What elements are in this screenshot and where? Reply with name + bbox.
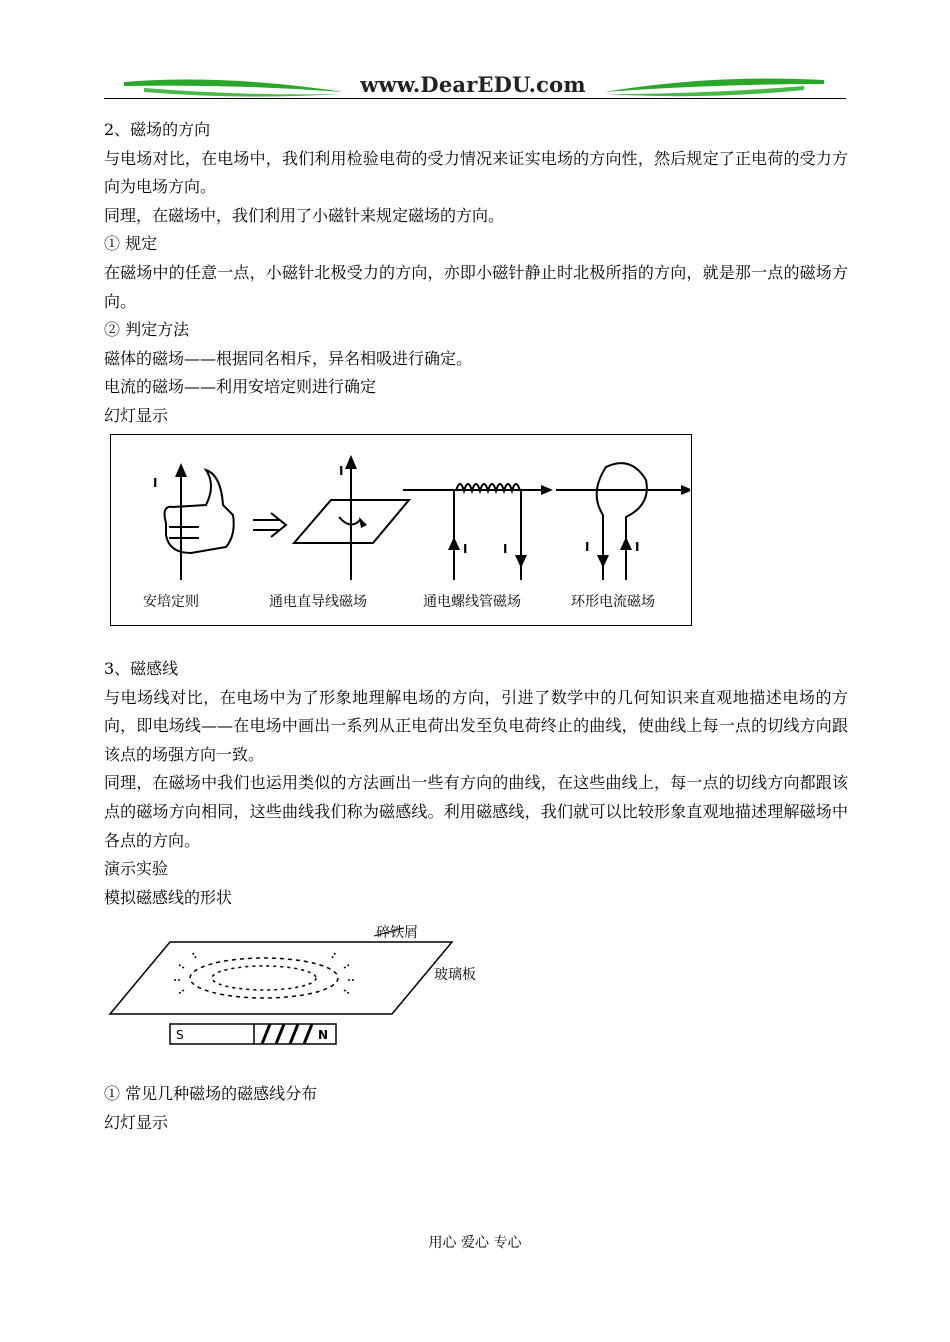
arrow-head-icon — [359, 517, 367, 528]
arrow-down-icon — [515, 555, 527, 568]
arrow-up-icon — [345, 455, 357, 469]
footer-text: 用心 爱心 专心 — [428, 1235, 522, 1251]
header-rule — [104, 98, 846, 99]
implies-arrow — [253, 513, 286, 537]
current-label: I — [463, 542, 468, 556]
arrow-right-icon — [541, 485, 553, 495]
current-label: I — [635, 540, 640, 554]
arrow-up-icon — [175, 463, 187, 477]
figure-iron-filings — [104, 918, 504, 1048]
paragraph: 磁体的磁场——根据同名相斥，异名相吸进行确定。 — [104, 348, 473, 368]
current-label: I — [339, 464, 344, 478]
filings-inner-ring — [212, 966, 316, 990]
caption-ampere-rule: 安培定则 — [143, 594, 199, 610]
section-common-fields — [104, 1080, 848, 1137]
label-filings: 碎铁屑 — [376, 925, 418, 941]
glass-plate — [110, 942, 452, 1014]
paragraph: 同理，在磁场中，我们利用了小磁针来规定磁场的方向。 — [104, 205, 505, 225]
demo-subtitle: 模拟磁感线的形状 — [104, 887, 233, 907]
paragraph: 电流的磁场——利用安培定则进行确定 — [104, 377, 377, 397]
paragraph: 与电场线对比，在电场中为了形象地理解电场的方向，引进了数学中的几何知识来直观地描述电场的方向，即电场线——在电场中画出一系列从正电荷出发至负电荷终止的曲线，使曲线上每一点的切线方向跟该点的场强方向一致。 — [104, 687, 848, 764]
section-title: 3、磁感线 — [104, 659, 179, 678]
section-field-lines — [104, 655, 848, 912]
demo-label: 演示实验 — [104, 859, 169, 879]
arrow-up-icon — [620, 537, 632, 550]
arrow-up-icon — [448, 537, 460, 550]
caption-straight-wire: 通电直导线磁场 — [269, 594, 367, 610]
slide-label: 幻灯显示 — [104, 405, 169, 425]
section-magnetic-direction — [104, 116, 848, 431]
section-title: 2、磁场的方向 — [104, 120, 211, 139]
current-label: I — [585, 540, 590, 554]
arrow-down-icon — [597, 555, 609, 568]
current-label: I — [153, 476, 158, 490]
site-logo: www.DearEDU.com — [360, 72, 586, 97]
slide-label: 幻灯显示 — [104, 1112, 169, 1132]
current-label: I — [503, 542, 508, 556]
caption-solenoid: 通电螺线管磁场 — [423, 594, 521, 610]
arrow-right-icon — [681, 485, 690, 495]
pole-s-label: S — [176, 1028, 184, 1042]
caption-loop: 环形电流磁场 — [571, 594, 655, 610]
paragraph: 在磁场中的任意一点，小磁针北极受力的方向，亦即小磁针静止时北极所指的方向，就是那一点的磁场方向。 — [104, 262, 848, 311]
label-glass: 玻璃板 — [434, 967, 476, 983]
figure-ampere-rule — [110, 434, 692, 626]
subsection-title: ① 常见几种磁场的磁感线分布 — [104, 1084, 318, 1103]
subsection-title: ① 规定 — [104, 234, 158, 254]
hand-fingers — [169, 527, 199, 538]
paragraph: 同理，在磁场中我们也运用类似的方法画出一些有方向的曲线，在这些曲线上，每一点的切线方向都跟该点的磁场方向相同，这些曲线我们称为磁感线。利用磁感线，我们就可以比较形象直观地描述理解磁场中各点的方向。 — [104, 773, 848, 850]
paragraph: 与电场对比，在电场中，我们利用检验电荷的受力情况来证实电场的方向性，然后规定了正电荷的受力方向为电场方向。 — [104, 148, 848, 197]
subsection-title: ② 判定方法 — [104, 320, 190, 340]
hand-shape — [165, 470, 234, 553]
pole-n-label: N — [318, 1028, 329, 1042]
